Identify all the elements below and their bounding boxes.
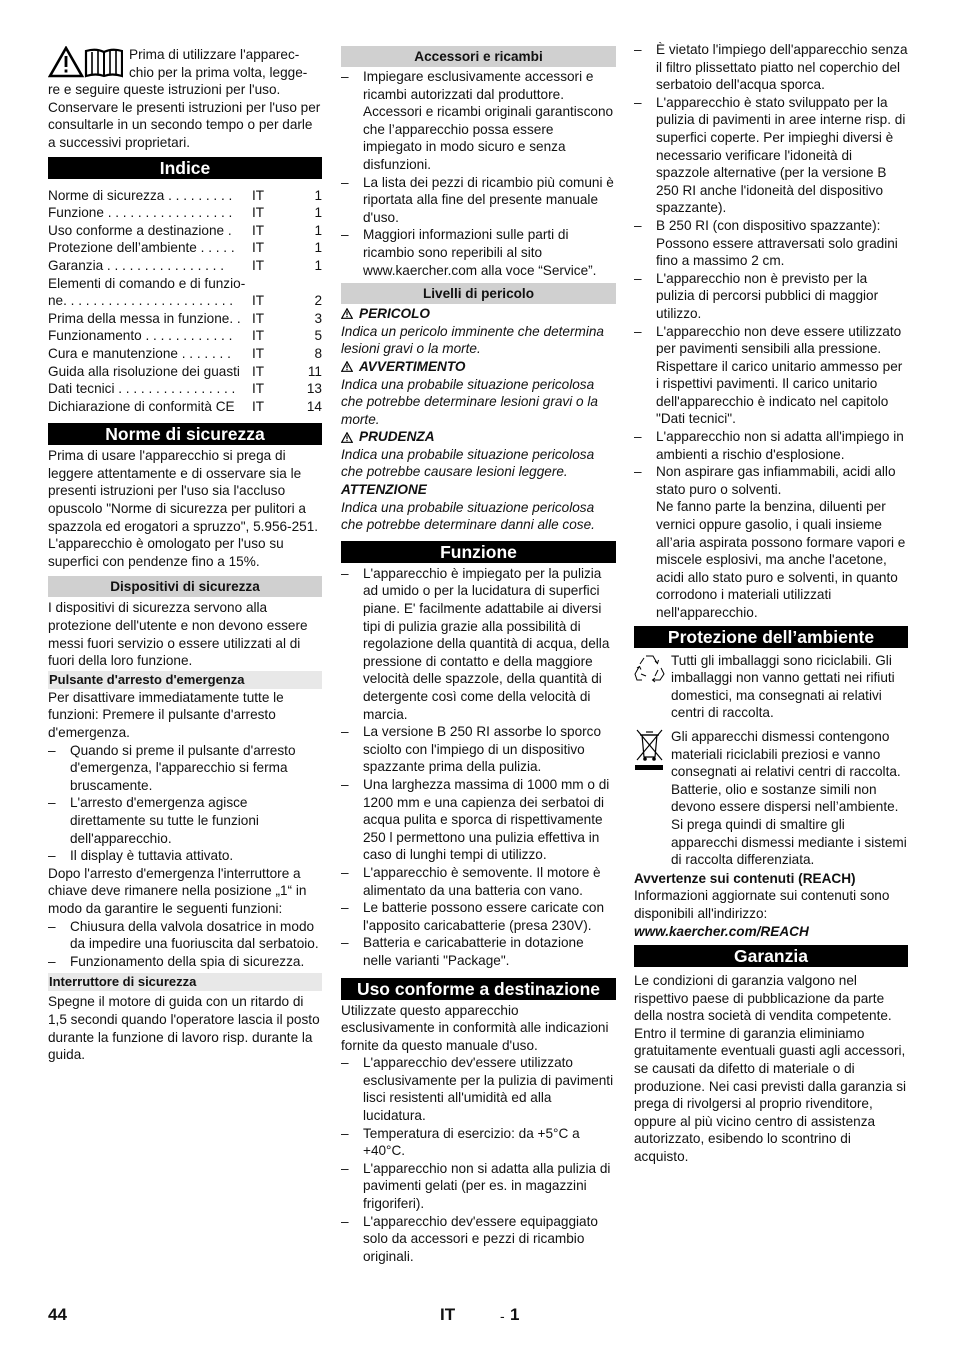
toc-row[interactable] — [48, 292, 322, 310]
warning-manual-icon — [48, 46, 123, 78]
warranty-heading: Garanzia — [634, 945, 908, 967]
toc-language: IT — [252, 381, 265, 397]
accessories-heading: Accessori e ricambi — [341, 46, 616, 67]
function-heading: Funzione — [341, 541, 616, 563]
intro-line-2: chio per la prima volta, legge- — [129, 64, 308, 80]
danger-levels — [341, 305, 616, 534]
warning-label: AVVERTIMENTO — [341, 358, 616, 376]
toc-language: IT — [252, 222, 265, 238]
toc-row[interactable] — [48, 275, 322, 293]
toc-row[interactable] — [48, 257, 322, 275]
weee-block — [634, 728, 908, 869]
toc-page-number: 1 — [314, 240, 322, 256]
function-list — [341, 565, 616, 970]
toc-language: IT — [252, 187, 265, 203]
toc-language — [252, 275, 288, 293]
crossed-bin-icon — [634, 728, 665, 869]
intended-use-heading: Uso conforme a destinazione — [341, 978, 616, 1000]
toc-title: Cura e manutenzione . . . . . . . — [48, 345, 231, 361]
intro-block — [48, 46, 322, 81]
list-item: – B 250 RI (con dispositivo spazzante): Possono essere attraversati solo gradini fino a massimo 2 cm. — [634, 217, 908, 270]
list-item: – Quando si preme il pulsante d'arresto d'emergenza, l'apparecchio si ferma bruscamente. — [48, 742, 322, 795]
toc-title: Guida alla risoluzione dei guasti — [48, 363, 240, 379]
page-number: 44 — [48, 1305, 67, 1324]
weee-text: Gli apparecchi dismessi contengono materiali riciclabili preziosi e vanno consegnati ai relativi centri di raccolta. Batterie, olio e sostanze simili non devono essere dispersi nell’ambiente. Si prega quindi di smaltire gli apparecchi dismessi mediante i sistemi di raccolta differenziata. — [671, 728, 907, 868]
safety-slope: L'apparecchio è omologato per l'uso su superfici con pendenze fino a 15%. — [48, 536, 284, 569]
warning-triangle-icon — [341, 308, 353, 319]
toc-language: IT — [252, 310, 265, 326]
warning-text: Indica una probabile situazione pericolosa che potrebbe determinare lesioni gravi o la morte. — [341, 376, 598, 427]
list-item: – L'apparecchio dev'essere utilizzato esclusivamente per la pulizia di pavimenti lisci resistenti all'umidità ed alla lucidatura. — [341, 1054, 616, 1124]
toc-page-number: 11 — [307, 363, 322, 379]
toc-row[interactable] — [48, 398, 322, 416]
list-item: – Temperatura di esercizio: da +5°C a +40°C. — [341, 1125, 616, 1160]
toc-row[interactable] — [48, 380, 322, 398]
list-item: – Batteria e caricabatterie in dotazione nelle varianti "Package". — [341, 934, 616, 969]
toc-row[interactable] — [48, 204, 322, 222]
warranty-text: Le condizioni di garanzia valgono nel rispettivo paese di pubblicazione da parte della nostra società di vendita competente. Entro il termine di garanzia eliminiamo gratuitamente eventuali guasti agli accessori, se causati da difetto di materiale o di produzione. Nei casi previsti dalla garanzia si prega di rivolgersi al proprio rivenditore, oppure al più vicino centro di assistenza autorizzato, esibendo lo scontrino di acquisto. — [634, 973, 907, 1165]
list-item: – L'apparecchio non deve essere utilizzato per pavimenti sensibili alla pressione. Rispettare il carico unitario ammesso per i rispettivi pavimenti. Il carico unitario dell'apparecchio è indicato nel capitolo "Dati tecnici". — [634, 323, 908, 429]
column-1 — [48, 46, 322, 1064]
list-item: – Funzionamento della spia di sicurezza. — [48, 953, 322, 971]
danger-label: PERICOLO — [341, 305, 616, 323]
toc-title: Funzione . . . . . . . . . . . . . . . . . — [48, 205, 233, 221]
list-item: – Non aspirare gas infiammabili, acidi allo stato puro o solventi. — [634, 463, 908, 498]
toc-language: IT — [252, 240, 265, 256]
safety-intro: Prima di usare l'apparecchio si prega di leggere attentamente e di osservare sia le presenti istruzioni per l'uso sia l'accluso opuscolo "Norme di sicurezza per pulitori a spazzola ed erogatori a spruzzo", 5.956-251. — [48, 448, 319, 534]
toc-title: Dati tecnici . . . . . . . . . . . . . . . . — [48, 381, 236, 397]
toc-language: IT — [252, 328, 265, 344]
safety-switch-text: Spegne il motore di guida con un ritardo di 1,5 secondi quando l'operatore lascia il posto durante la funzione di lavoro risp. durante la guida. — [48, 994, 320, 1063]
toc-row[interactable] — [48, 345, 322, 363]
list-item: – L'apparecchio è stato sviluppato per la pulizia di pavimenti in aree interne risp. di superfici coperte. Per impieghi diversi è necessario verificare l'idoneità di spazzole alternative (per la versione B 250 RI anche l'idoneità del dispositivo spazzante). — [634, 94, 908, 217]
footer-dash: - — [500, 1308, 505, 1324]
danger-text: Indica un pericolo imminente che determina lesioni gravi o la morte. — [341, 323, 604, 357]
toc-page-number: 1 — [314, 257, 322, 273]
intro-line-1: Prima di utilizzare l'apparec- — [129, 47, 300, 62]
toc-title: Garanzia . . . . . . . . . . . . . . . . — [48, 257, 225, 273]
list-item: – L'apparecchio dev'essere equipaggiato solo da accessori e pezzi di ricambio originali. — [341, 1213, 616, 1266]
recycle-icon — [634, 652, 665, 722]
safety-devices-text: I dispositivi di sicurezza servono alla protezione dell'utente e non devono essere messi fuori servizio o essere utilizzati al di fuori della loro funzione. — [48, 600, 308, 669]
list-item: – La versione B 250 RI assorbe lo sporco sciolto con l'impiego di un dispositivo spazzante prima della pulizia. — [341, 723, 616, 776]
list-item: – L'arresto d'emergenza agisce direttamente su tutte le funzioni dell'apparecchio. — [48, 794, 322, 847]
warning-triangle-icon — [341, 432, 353, 443]
recycling-block — [634, 652, 908, 722]
toc-page-number: 14 — [306, 398, 322, 414]
toc-row[interactable] — [48, 222, 322, 240]
index-heading: Indice — [48, 157, 322, 179]
reach-heading: Avvertenze sui contenuti (REACH) — [634, 870, 856, 886]
recycling-text: Tutti gli imballaggi sono riciclabili. Gli imballaggi non vanno gettati nei rifiuti domestici, ma consegnati ai relativi centri di raccolta. — [671, 652, 895, 721]
list-item: – Una larghezza massima di 1000 mm o di 1200 mm e una capienza dei serbatoi di acqua pulita e sporca di rispettivamente 250 l permettono una pulizia effettiva in caso di lunghi tempi di utilizzo. — [341, 776, 616, 864]
toc-page-number — [288, 275, 322, 293]
toc-language: IT — [252, 363, 265, 379]
toc-page-number: 3 — [314, 310, 322, 326]
list-item: – Chiusura della valvola dosatrice in modo da impedire una fuoriuscita dal serbatoio. — [48, 918, 322, 953]
intended-use-text: Utilizzate questo apparecchio esclusivamente in conformità alle indicazioni fornite da questo manuale d'uso. — [341, 1002, 609, 1053]
toc-title: Uso conforme a destinazione . — [48, 222, 232, 238]
estop-list — [48, 742, 322, 865]
reach-link[interactable]: www.kaercher.com/REACH — [634, 923, 809, 939]
list-item: – Maggiori informazioni sulle parti di ricambio sono reperibili al sito www.kaercher.com alla voce “Service”. — [341, 226, 616, 279]
flammable-note: Ne fanno parte la benzina, diluenti per vernici oppure gasolio, i quali insieme all’aria aspirata possono formare vapori e miscele esplosivi, ma anche l'acetone, acidi allo stato puro e solventi, in quanto corrodono i materiali utilizzati nell'apparecchio. — [656, 499, 906, 620]
environment-heading: Protezione dell’ambiente — [634, 626, 908, 648]
toc-title: Elementi di comando e di funzio- — [48, 275, 246, 291]
toc-language: IT — [252, 398, 265, 414]
toc-row[interactable] — [48, 187, 322, 205]
footer-section-page: 1 — [510, 1305, 520, 1324]
toc-title: Prima della messa in funzione. . — [48, 310, 241, 326]
toc-language: IT — [252, 345, 265, 361]
toc-page-number: 1 — [314, 187, 322, 203]
list-item: – La lista dei pezzi di ricambio più comuni è riportata alla fine del presente manuale d'uso. — [341, 174, 616, 227]
toc-title: Dichiarazione di conformità CE — [48, 398, 235, 414]
column-3 — [634, 41, 908, 1166]
toc-row[interactable] — [48, 327, 322, 345]
intro-text: re e seguire queste istruzioni per l'uso. Conservare le presenti istruzioni per l'uso per consultarle in un secondo tempo o per darle a successivi proprietari. — [48, 82, 321, 150]
column-2 — [341, 46, 616, 1265]
toc-page-number: 1 — [314, 222, 322, 238]
list-item: – L'apparecchio non è previsto per la pulizia di percorsi pubblici di maggior utilizzo. — [634, 270, 908, 323]
estop-heading: Pulsante d'arresto d'emergenza — [48, 671, 322, 689]
toc-page-number: 5 — [314, 328, 322, 344]
toc-page-number: 8 — [314, 345, 322, 361]
accessories-list — [341, 68, 616, 279]
toc-title: Norme di sicurezza . . . . . . . . . — [48, 187, 233, 203]
safety-heading: Norme di sicurezza — [48, 423, 322, 445]
toc-page-number: 13 — [306, 381, 322, 397]
toc-title: Funzionamento . . . . . . . . . . . . — [48, 328, 233, 344]
list-item: – È vietato l'impiego dell'apparecchio senza il filtro plissettato piatto nel coperchio del serbatoio dell'acqua sporca. — [634, 41, 908, 94]
list-item: – Le batterie possono essere caricate con l'apposito caricabatterie (presa 230V). — [341, 899, 616, 934]
toc-page-number: 2 — [314, 293, 322, 309]
toc-row[interactable] — [48, 239, 322, 257]
safety-devices-heading: Dispositivi di sicurezza — [48, 576, 322, 597]
list-item: – Il display è tuttavia attivato. — [48, 847, 322, 865]
caution-label: PRUDENZA — [341, 428, 616, 446]
intended-use-list-a — [341, 1054, 616, 1265]
toc-row[interactable] — [48, 310, 322, 328]
list-item: – L'apparecchio non si adatta alla pulizia di pavimenti gelati (per es. in magazzini frigoriferi). — [341, 1160, 616, 1213]
toc-row[interactable] — [48, 363, 322, 381]
list-item: – Impiegare esclusivamente accessori e ricambi autorizzati dal produttore. Accessori e ricambi originali garantiscono che l’apparecchio possa essere impiegato in modo sicuro e senza disfunzioni. — [341, 68, 616, 174]
caution-text: Indica una probabile situazione pericolosa che potrebbe causare lesioni leggere. — [341, 446, 595, 480]
estop-after-text: Dopo l'arresto d'emergenza l'interruttore a chiave deve rimanere nella posizione „1“ in modo da garantire le seguenti funzioni: — [48, 865, 307, 916]
toc-title: Protezione dell’ambiente . . . . . — [48, 240, 235, 256]
danger-levels-heading: Livelli di pericolo — [341, 283, 616, 304]
toc-language: IT — [252, 205, 265, 221]
footer-language: IT — [440, 1305, 456, 1324]
table-of-contents — [48, 187, 322, 416]
attention-label: ATTENZIONE — [341, 482, 427, 498]
toc-language: IT — [252, 257, 265, 273]
reach-text: Informazioni aggiornate sui contenuti sono disponibili all'indirizzo: — [634, 888, 890, 921]
toc-page-number: 1 — [314, 205, 322, 221]
intended-use-list-b — [634, 41, 908, 622]
attention-text: Indica una probabile situazione pericolosa che potrebbe determinare danni alle cose. — [341, 499, 595, 533]
toc-language: IT — [252, 293, 265, 309]
toc-title: ne. . . . . . . . . . . . . . . . . . . . . . . — [48, 293, 234, 309]
estop-after-list — [48, 918, 322, 971]
warning-triangle-icon — [341, 361, 353, 372]
estop-text: Per disattivare immediatamente tutte le funzioni: Premere il pulsante d'arresto d'emergenza. — [48, 689, 284, 740]
list-item: – L'apparecchio non si adatta all'impiego in ambienti a rischio d'esplosione. — [634, 428, 908, 463]
list-item: – L'apparecchio è impiegato per la pulizia ad umido o per la lucidatura di superfici piane. E' facilmente adattabile ai diversi tipi di pulizia grazie alla possibilità di regolazione della quantità di acqua, della pressione di contatto e della maggiore velocità delle spazzole, della quantità di detergente così come della velocità di marcia. — [341, 565, 616, 723]
list-item: – L'apparecchio è semovente. Il motore è alimentato da una batteria con vano. — [341, 864, 616, 899]
safety-switch-heading: Interruttore di sicurezza — [48, 973, 322, 991]
